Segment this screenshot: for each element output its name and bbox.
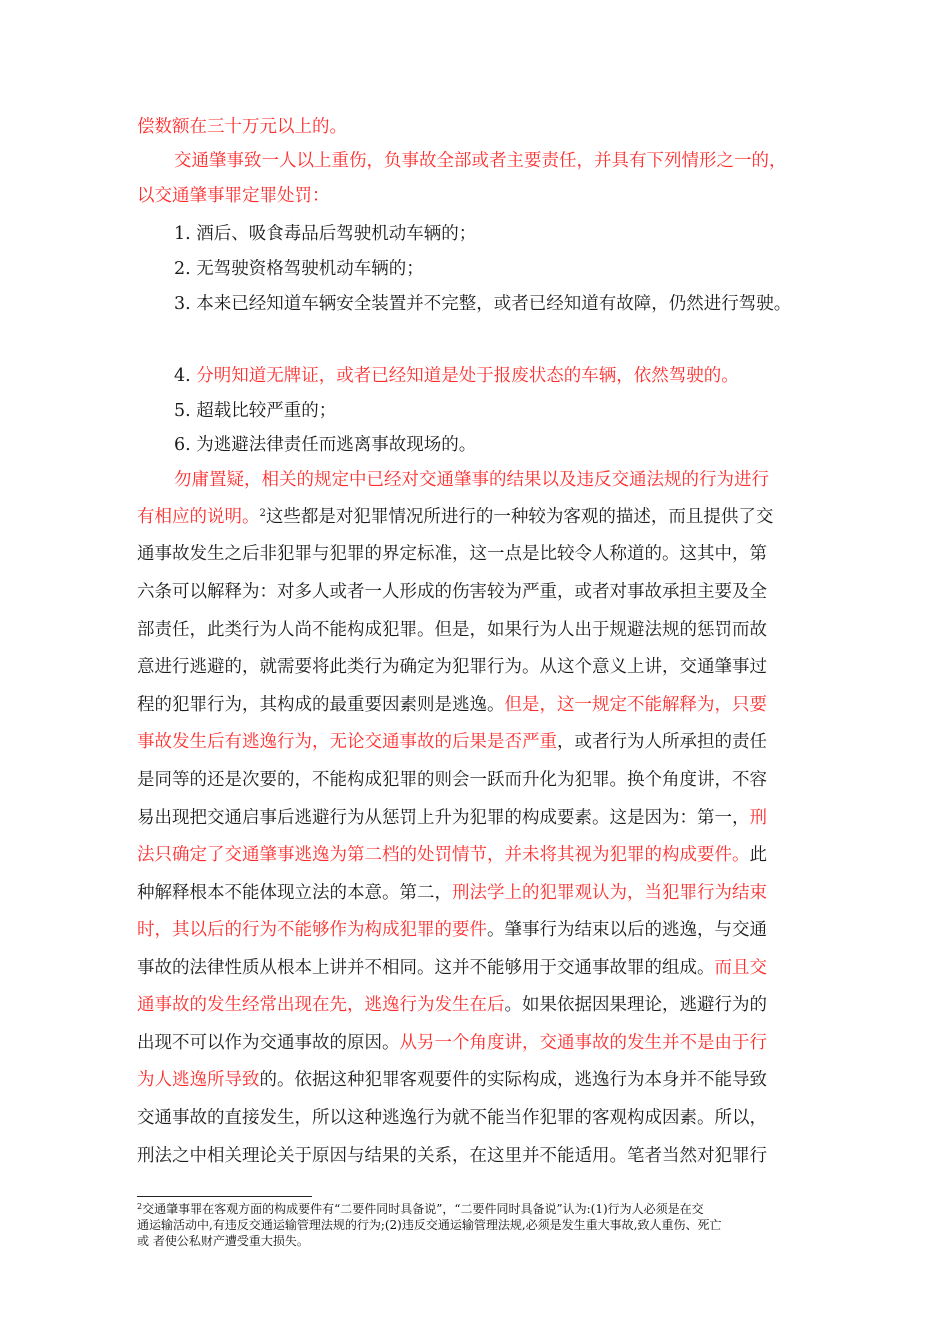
highlighted-text: 但是，这一规定不能解释为，只要	[504, 695, 767, 715]
highlighted-text: 法只确定了交通肇事逃逸为第二档的处罚情节，并未将其视为犯罪的构成要件。	[137, 845, 750, 865]
footnote-line	[137, 1235, 309, 1247]
highlighted-text: 交通肇事致一人以上重伤，负事故全部或者主要责任，并具有下列情形之一的，	[174, 151, 787, 171]
text-span: 4.	[174, 366, 197, 386]
footnote-text: 通运输活动中,有违反交通运输管理法规的行为;(2)违反交通运输管理法规,必须是发生重大事故,致人重伤、死亡	[137, 1218, 722, 1232]
body-line	[137, 810, 767, 828]
text-span: 六条可以解释为：对多人或者一人形成的伤害较为严重，或者对事故承担主要及全	[137, 582, 767, 602]
footnote-text: 或 者使公私财产遭受重大损失。	[137, 1234, 309, 1248]
text-span: 意进行逃避的，就需要将此类行为确定为犯罪行为。从这个意义上讲，交通肇事过	[137, 657, 767, 677]
body-line	[174, 296, 791, 314]
footnote-line	[137, 1203, 704, 1215]
text-span: 程的犯罪行为，其构成的最重要因素则是逃逸。	[137, 695, 505, 715]
highlighted-text: 事故发生后有逃逸行为，无论交通事故的后果是否严重	[137, 732, 557, 752]
text-span: 是同等的还是次要的，不能构成犯罪的则会一跃而升化为犯罪。换个角度讲，不容	[137, 770, 767, 790]
body-line	[174, 368, 739, 386]
body-line	[137, 1072, 767, 1090]
highlighted-text: 刑	[749, 808, 767, 828]
body-line	[174, 261, 424, 279]
text-span: 。肇事行为结束以后的逃逸，与交通	[487, 920, 767, 940]
body-line	[137, 734, 767, 752]
body-line	[174, 472, 769, 490]
text-span: 3. 本来已经知道车辆安全装置并不完整，或者已经知道有故障，仍然进行驾驶。	[174, 294, 792, 314]
body-line	[137, 1035, 767, 1053]
body-line	[137, 960, 767, 978]
body-line	[137, 1148, 767, 1166]
body-line	[137, 584, 767, 602]
highlighted-text: 分明知道无牌证，或者已经知道是处于报废状态的车辆，依然驾驶的。	[196, 366, 739, 386]
footnote-text: 交通肇事罪在客观方面的构成要件有“二要件同时具备说”，“二要件同时具备说”认为:(1)行为人必须是在交	[142, 1202, 704, 1216]
body-line	[137, 1110, 767, 1128]
text-span: 这些都是对犯罪情况所进行的一种较为客观的描述，而且提供了交	[265, 507, 774, 527]
body-line	[137, 509, 773, 527]
body-line	[137, 546, 767, 564]
body-line	[137, 772, 767, 790]
text-span: 易出现把交通启事后逃避行为从惩罚上升为犯罪的构成要素。这是因为：第一，	[137, 808, 750, 828]
highlighted-text: 刑法学上的犯罪观认为，当犯罪行为结束	[452, 883, 767, 903]
text-span: 此	[749, 845, 767, 865]
highlighted-text: 从另一个角度讲，交通事故的发生并不是由于行	[399, 1033, 767, 1053]
highlighted-text: 勿庸置疑，相关的规定中已经对交通肇事的结果以及违反交通法规的行为进行	[174, 470, 769, 490]
text-span: 1. 酒后、吸食毒品后驾驶机动车辆的；	[174, 224, 477, 244]
text-span: 事故的法律性质从根本上讲并不相同。这并不能够用于交通事故罪的组成。	[137, 958, 715, 978]
text-span: 刑法之中相关理论关于原因与结果的关系，在这里并不能适用。笔者当然对犯罪行	[137, 1146, 767, 1166]
body-line	[137, 119, 347, 137]
body-line	[137, 922, 767, 940]
body-line	[137, 659, 767, 677]
body-line	[137, 885, 767, 903]
highlighted-text: 时，其以后的行为不能够作为构成犯罪的要件	[137, 920, 487, 940]
footnote-line	[137, 1219, 722, 1231]
body-line	[174, 403, 336, 421]
footnote-separator	[137, 1196, 312, 1197]
body-line	[137, 622, 767, 640]
body-line	[137, 997, 767, 1015]
body-line	[137, 697, 767, 715]
text-span: 的。依据这种犯罪客观要件的实际构成，逃逸行为本身并不能导致	[259, 1070, 767, 1090]
highlighted-text: 有相应的说明。	[137, 507, 260, 527]
body-line	[174, 226, 476, 244]
text-span: 交通事故的直接发生，所以这种逃逸行为就不能当作犯罪的客观构成因素。所以，	[137, 1108, 767, 1128]
text-span: 出现不可以作为交通事故的原因。	[137, 1033, 400, 1053]
highlighted-text: 而且交	[714, 958, 767, 978]
highlighted-text: 偿数额在三十万元以上的。	[137, 117, 347, 137]
text-span: 6. 为逃避法律责任而逃离事故现场的。	[174, 435, 477, 455]
footnote-ref[interactable]: 2	[259, 508, 266, 519]
text-span: 部责任，此类行为人尚不能构成犯罪。但是，如果行为人出于规避法规的惩罚而故	[137, 620, 767, 640]
body-line	[174, 437, 476, 455]
highlighted-text: 以交通肇事罪定罪处罚：	[137, 186, 330, 206]
text-span: 5. 超载比较严重的；	[174, 401, 337, 421]
text-span: ，或者行为人所承担的责任	[557, 732, 767, 752]
text-span: 通事故发生之后非犯罪与犯罪的界定标准，这一点是比较令人称道的。这其中，第	[137, 544, 767, 564]
text-span: 。如果依据因果理论，逃避行为的	[504, 995, 767, 1015]
highlighted-text: 通事故的发生经常出现在先，逃逸行为发生在后	[137, 995, 505, 1015]
text-span: 种解释根本不能体现立法的本意。第二，	[137, 883, 452, 903]
body-line	[137, 188, 330, 206]
body-line	[174, 153, 787, 171]
body-line	[137, 847, 767, 865]
footnote-number: 2	[137, 1202, 143, 1211]
text-span: 2. 无驾驶资格驾驶机动车辆的；	[174, 259, 424, 279]
highlighted-text: 为人逃逸所导致	[137, 1070, 260, 1090]
